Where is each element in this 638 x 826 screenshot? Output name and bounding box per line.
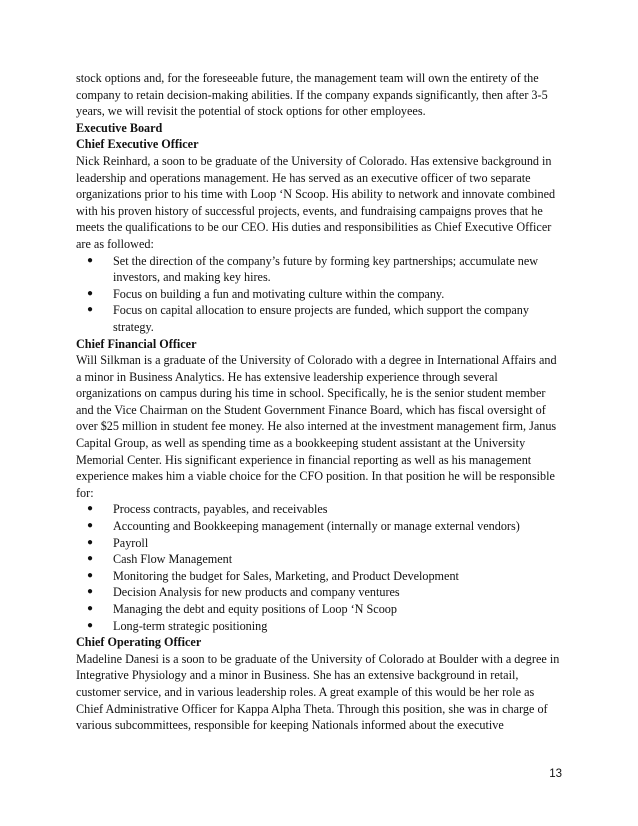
list-item: ● Managing the debt and equity positions of Loop ‘N Scoop <box>113 601 562 618</box>
list-item: ● Process contracts, payables, and receivables <box>113 501 562 518</box>
coo-paragraph: Madeline Danesi is a soon to be graduate of the University of Colorado at Boulder with a degree in Integrative Physiology and a minor in Business. She has an extensive background in retail, customer service, and in various leadership roles. A great example of this would be her role as Chief Administrative Officer for Kappa Alpha Theta. Through this position, she was in charge of various subcommittees, responsible for keeping Nationals informed about the executive <box>76 651 560 733</box>
cfo-duties-list <box>76 501 562 634</box>
ceo-heading: Chief Executive Officer <box>76 137 199 152</box>
intro-paragraph: stock options and, for the foreseeable future, the management team will own the entirety of the company to retain decision-making abilities. If the company expands significantly, then after 3-5 years, we will revisit the potential of stock options for other employees. <box>76 71 548 119</box>
list-item: ● Focus on building a fun and motivating culture within the company. <box>113 286 562 303</box>
list-item: ● Focus on capital allocation to ensure projects are funded, which support the company strategy. <box>113 302 562 335</box>
document-page <box>76 70 562 734</box>
list-item: ● Accounting and Bookkeeping management (internally or manage external vendors) <box>113 518 562 535</box>
executive-board-heading: Executive Board <box>76 120 163 135</box>
list-item: ● Cash Flow Management <box>113 551 562 568</box>
cfo-heading: Chief Financial Officer <box>76 336 197 351</box>
ceo-paragraph: Nick Reinhard, a soon to be graduate of the University of Colorado. Has extensive background in leadership and operations management. He has served as an executive officer of two separate organizations prior to his time with Loop ‘N Scoop. His ability to network and innovate combined with his proven history of successful projects, events, and fundraising campaigns proves that he meets the qualifications to be our CEO. His duties and responsibilities as Chief Executive Officer are as followed: <box>76 153 556 251</box>
ceo-duties-list <box>76 253 562 336</box>
cfo-paragraph: Will Silkman is a graduate of the University of Colorado with a degree in International Affairs and a minor in Business Analytics. He has extensive leadership experience through several organizations on campus during his time in school. Specifically, he is the senior student member and the Vice Chairman on the Student Government Finance Board, which has fiscal oversight of over $25 million in student fee money. He also interned at the investment management firm, Janus Capital Group, as well as spending time as a bookkeeping student assistant at the University Memorial Center. His significant experience in financial reporting as well as his management experience makes him a viable choice for the CFO position. In that position he will be responsible for: <box>76 353 557 500</box>
list-item: ● Payroll <box>113 535 562 552</box>
list-item: ● Monitoring the budget for Sales, Marketing, and Product Development <box>113 568 562 585</box>
page-number: 13 <box>549 768 562 780</box>
list-item: ● Set the direction of the company’s future by forming key partnerships; accumulate new investors, and making key hires. <box>113 253 562 286</box>
list-item: ● Decision Analysis for new products and company ventures <box>113 584 562 601</box>
list-item: ● Long-term strategic positioning <box>113 618 562 635</box>
coo-heading: Chief Operating Officer <box>76 635 202 650</box>
